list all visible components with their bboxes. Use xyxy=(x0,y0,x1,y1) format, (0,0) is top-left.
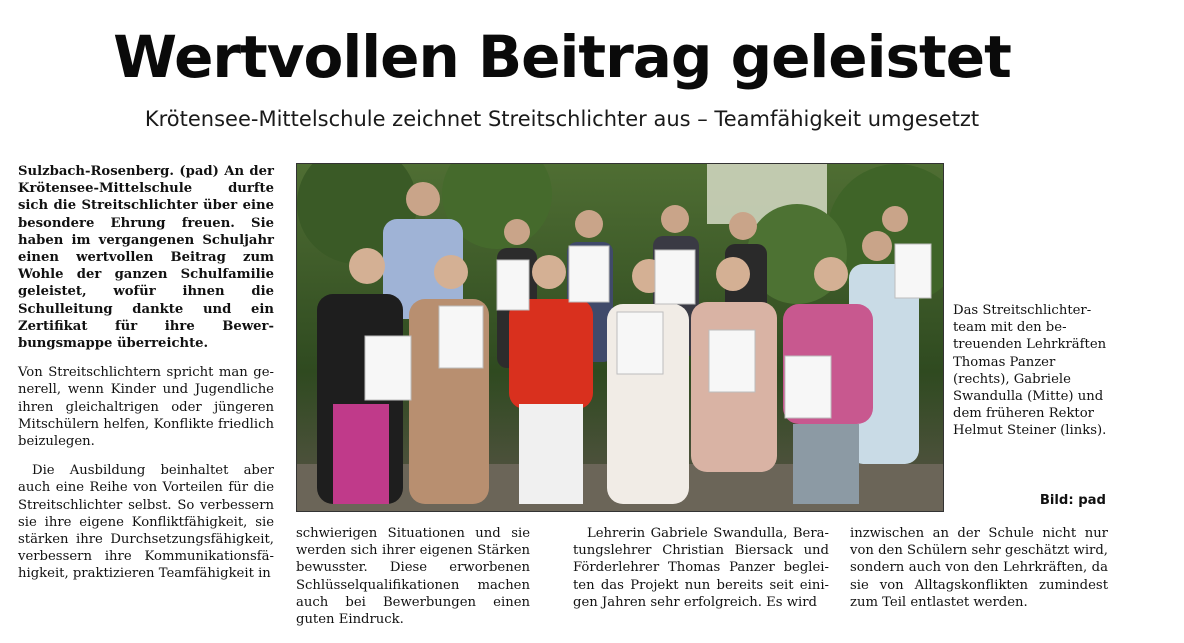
body-paragraph-5: inzwischen an der Schule nicht nur von den Schülern sehr geschätzt wird, sondern auch von den Lehrkräften, da sie von Alltagskonflikten zumindest zum Teil entlastet werden. xyxy=(850,526,1108,610)
text-column-1 xyxy=(18,163,274,583)
subheadline: Krötensee-Mittelschule zeichnet Streitschlichter aus – Teamfähigkeit umgesetzt xyxy=(144,107,980,131)
body-paragraph-3: schwierigen Situationen und sie werden sich ihrer eigenen Stärken bewusster. Diese erworbenen Schlüsselqualifikationen machen auch bei Bewerbungen einen guten Eindruck. xyxy=(296,526,530,628)
body-paragraph-1: Von Streitschlichtern spricht man generell, wenn Kinder und Jugendliche ihren gleichaltrigen oder jüngeren Mitschülern helfen, Konflikte friedlich beizulegen. xyxy=(18,365,274,450)
headline: Wertvollen Beitrag geleistet xyxy=(113,23,1011,91)
body-paragraph-4: Lehrerin Gabriele Swandulla, Beratungslehrer Christian Biersack und Förderlehrer Thomas Panzer begleiten das Projekt nun bereits seit einigen Jahren sehr erfolgreich. Es wird xyxy=(573,526,829,610)
text-column-4 xyxy=(850,525,1108,611)
body-paragraph-2: Die Ausbildung beinhaltet aber auch eine Reihe von Vorteilen für die Streitschlichter selbst. So verbessern sie ihre eigene Konfliktfähigkeit, sie stärken ihre Durchsetzungsfähigkeit, verbessern ihre Kommunikationsfähigkeit, praktizieren Teamfähigkeit in xyxy=(18,463,274,582)
photo-credit: Bild: pad xyxy=(1039,493,1106,508)
group-photo xyxy=(296,163,944,512)
lead-paragraph: Sulzbach-Rosenberg. (pad) An der Krötensee-Mittelschule durfte sich die Streitschlichter über eine besondere Ehrung freuen. Sie haben im vergangenen Schuljahr einen wertvollen Beitrag zum Wohle der ganzen Schulfamilie geleistet, wofür ihnen die Schulleitung dankte und ein Zertifikat für ihre Bewerbungsmappe überreichte. xyxy=(18,164,274,352)
photo-caption: Das Streitschlichterteam mit den betreuenden Lehrkräften Thomas Panzer (rechts), Gabriele Swandulla (Mitte) und dem früheren Rektor Helmut Steiner (links). xyxy=(953,303,1107,439)
text-column-2 xyxy=(296,525,530,628)
group-photo-illustration xyxy=(297,164,943,511)
text-column-3 xyxy=(573,525,829,611)
